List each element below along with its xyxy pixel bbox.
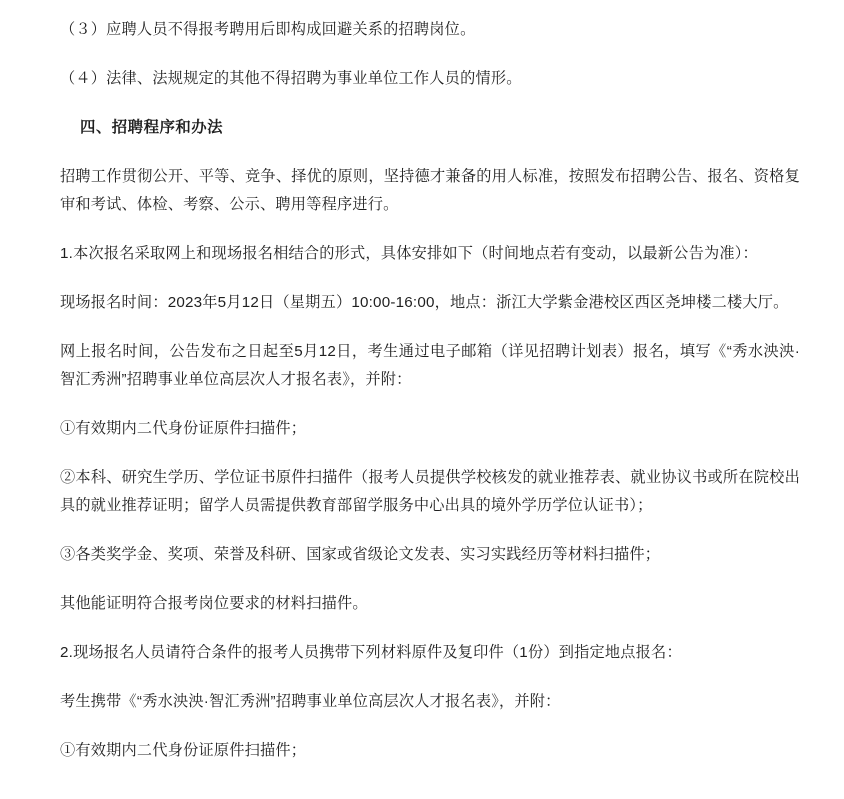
paragraph-material-1: ①有效期内二代身份证原件扫描件； <box>60 420 307 437</box>
paragraph-online-registration-time: 网上报名时间，公告发布之日起至5月12日，考生通过电子邮箱（详见招聘计划表）报名，填写《“秀水泱泱·智汇秀洲”招聘事业单位高层次人才报名表》，并附： <box>60 343 800 388</box>
paragraph-onsite-registration-time: 现场报名时间：2023年5月12日（星期五）10:00-16:00，地点：浙江大学紫金港校区西区尧坤楼二楼大厅。 <box>60 294 789 311</box>
paragraph-item-4: （４）法律、法规规定的其他不得招聘为事业单位工作人员的情形。 <box>60 70 522 87</box>
paragraph-registration-overview: 1.本次报名采取网上和现场报名相结合的形式，具体安排如下（时间地点若有变动，以最新公告为准）： <box>60 245 758 262</box>
paragraph-material-3: ③各类奖学金、奖项、荣誉及科研、国家或省级论文发表、实习实践经历等材料扫描件； <box>60 546 661 563</box>
paragraph-onsite-registration-note: 2.现场报名人员请符合条件的报考人员携带下列材料原件及复印件（1份）到指定地点报名： <box>60 644 682 661</box>
section-heading-four: 四、招聘程序和办法 <box>80 119 224 136</box>
paragraph-onsite-material-1: ①有效期内二代身份证原件扫描件； <box>60 742 307 759</box>
paragraph-material-2: ②本科、研究生学历、学位证书原件扫描件（报考人员提供学校核发的就业推荐表、就业协议书或所在院校出具的就业推荐证明；留学人员需提供教育部留学服务中心出具的境外学历学位认证书）； <box>60 469 800 514</box>
paragraph-material-other: 其他能证明符合报考岗位要求的材料扫描件。 <box>60 595 368 612</box>
paragraph-principles: 招聘工作贯彻公开、平等、竞争、择优的原则，坚持德才兼备的用人标准，按照发布招聘公告、报名、资格复审和考试、体检、考察、公示、聘用等程序进行。 <box>60 168 800 213</box>
paragraph-onsite-form-note: 考生携带《“秀水泱泱·智汇秀洲”招聘事业单位高层次人才报名表》，并附： <box>60 693 561 710</box>
paragraph-item-3: （３）应聘人员不得报考聘用后即构成回避关系的招聘岗位。 <box>60 21 476 38</box>
